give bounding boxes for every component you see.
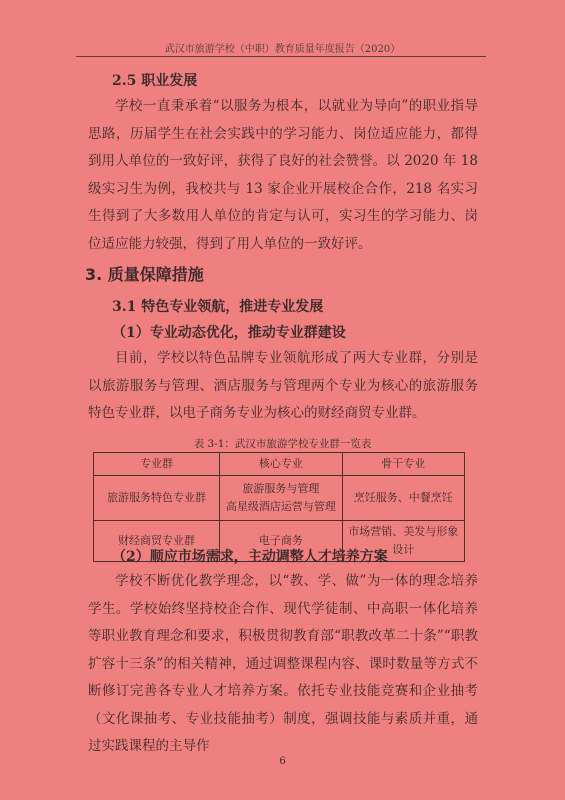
section-2-5-heading: 2.5 职业发展 [112, 73, 198, 89]
section-2-5-paragraph: 学校一直秉承着“以服务为根本，以就业为导向”的职业指导思路，历届学生在社会实践中的学习能力、岗位适应能力，都得到用人单位的一致好评，获得了良好的社会赞誉。以 2020 年 18 级实习生为例，我校共与 13 家企业开展校企合作，218 名实习生得到了大多数用人单位的肯定与认可，实习生的学习能力、岗位适应能力较强，得到了用人单位的一致好评。 [88, 98, 478, 252]
table-cell-backbone: 市场营销、美发与形象设计 [342, 521, 464, 562]
core-major: 高星级酒店运营与管理 [225, 500, 336, 513]
table-row [94, 476, 465, 521]
subsection-1-heading: （1）专业动态优化，推动专业群建设 [112, 325, 346, 341]
table-caption: 表 3-1：武汉市旅游学校专业群一览表 [193, 438, 372, 450]
core-major: 旅游服务与管理 [242, 482, 320, 495]
header-rule [76, 56, 486, 57]
table-header-cell: 骨干专业 [342, 453, 464, 476]
section-3-1-heading: 3.1 特色专业领航，推进专业发展 [112, 299, 324, 315]
page-number: 6 [279, 756, 286, 767]
core-major: 电子商务 [258, 534, 303, 547]
running-header: 武汉市旅游学校（中职）教育质量年度报告（2020） [164, 44, 401, 55]
table-cell-group: 财经商贸专业群 [94, 521, 220, 562]
table-header-row [94, 453, 465, 476]
subsection-2-paragraph: 学校不断优化教学理念，以“教、学、做”为一体的理念培养学生。学校始终坚持校企合作、现代学徒制、中高职一体化培养等职业教育理念和要求，积极贯彻教育部“职教改革二十条”“职教扩容十三条”的相关精神，通过调整课程内容、课时数量等方式不断修订完善各专业人才培养方案。依托专业技能竞赛和企业抽考（文化课抽考、专业技能抽考）制度，强调技能与素质并重，通过实践课程的主导作 [88, 573, 478, 754]
table-cell-group: 旅游服务特色专业群 [94, 476, 220, 521]
table-cell-backbone: 烹饪服务、中餐烹饪 [342, 476, 464, 521]
table-header-cell: 核心专业 [220, 453, 342, 476]
subsection-1-paragraph: 目前，学校以特色品牌专业领航形成了两大专业群，分别是以旅游服务与管理、酒店服务与管理两个专业为核心的旅游服务特色专业群，以电子商务专业为核心的财经商贸专业群。 [88, 350, 478, 421]
table-cell-core [220, 476, 342, 521]
table-header-cell: 专业群 [94, 453, 220, 476]
section-3-heading: 3. 质量保障措施 [85, 265, 204, 284]
subsection-2-heading: （2）顺应市场需求，主动调整人才培养方案 [112, 549, 388, 565]
